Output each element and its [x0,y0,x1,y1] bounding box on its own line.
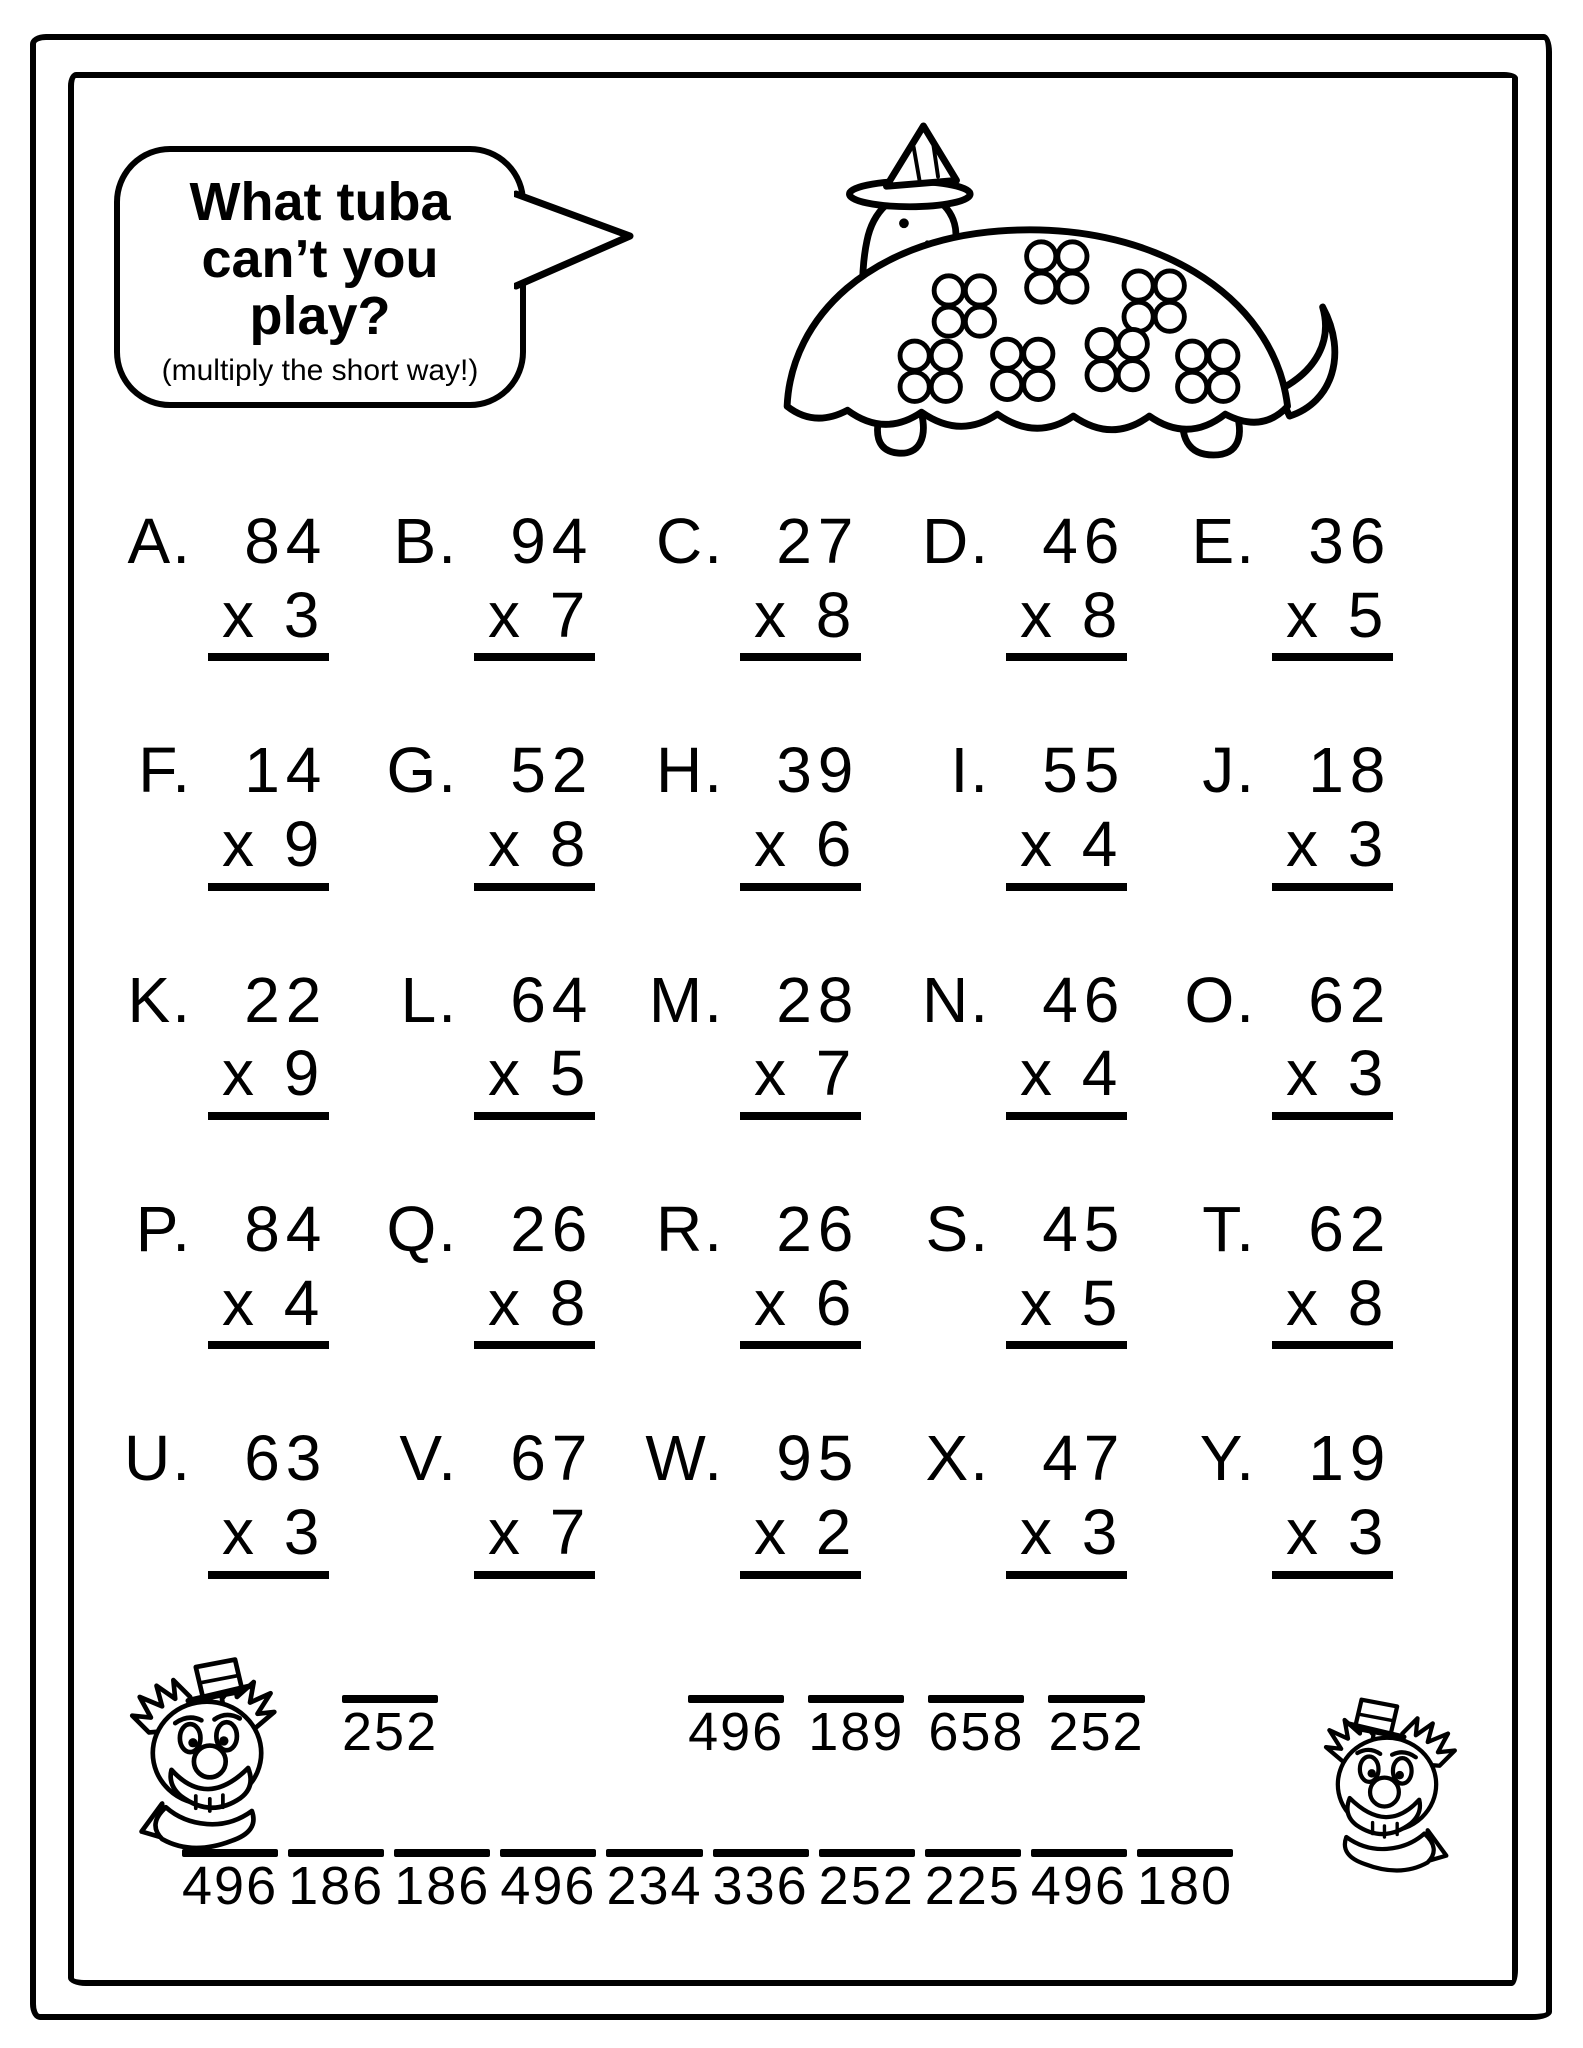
problem [372,506,638,661]
problems-grid [106,506,1436,1579]
multiplicand: 26 [776,1193,860,1266]
problem [638,735,904,890]
problem-numbers [740,1194,861,1349]
multiplicand: 19 [1308,1422,1392,1495]
multiplier-underlined: x 9 [208,809,329,891]
problem-numbers [208,506,329,661]
answer-blank [394,1849,491,1916]
problem-numbers [1272,965,1393,1120]
multiplicand: 62 [1308,1193,1392,1266]
multiplicand: 95 [776,1422,860,1495]
answer-blank [924,1849,1021,1916]
multiplier-underlined: x 3 [1272,1038,1393,1120]
clown-icon [1302,1681,1472,1881]
problem-numbers [208,735,329,890]
problem-label: J. [1202,734,1256,807]
problem-label: V. [399,1422,458,1495]
multiplicand: 18 [1308,734,1392,807]
problem-numbers [208,965,329,1120]
multiplier-underlined: x 7 [474,580,595,662]
riddle-title-line2: can’t you play? [201,229,439,347]
problem [106,1194,372,1349]
answer-blank [688,1695,785,1762]
problem-numbers [474,1194,595,1349]
problem [1170,506,1436,661]
problem [904,1423,1170,1578]
answer-number: 225 [924,1855,1021,1916]
problem [372,735,638,890]
answer-section [98,1637,1488,1967]
problem-numbers [474,965,595,1120]
problem-label: B. [393,505,458,577]
problem [1170,735,1436,890]
multiplier-underlined: x 9 [208,1038,329,1120]
answer-number: 186 [394,1855,491,1916]
problem-label: W. [645,1422,724,1495]
turtle-icon [643,114,1383,469]
answer-number: 180 [1136,1855,1234,1916]
multiplier-underlined: x 8 [474,1268,595,1350]
answer-number: 496 [500,1855,597,1916]
answer-number: 252 [1048,1701,1145,1762]
problem-label: H. [656,734,724,807]
problem [106,506,372,661]
problem [1170,965,1436,1120]
multiplier-underlined: x 6 [740,1268,861,1350]
multiplier-underlined: x 7 [474,1497,595,1579]
answer-number: 189 [808,1701,905,1762]
problem-numbers [1006,965,1127,1120]
problem [638,1423,904,1578]
multiplier-underlined: x 8 [474,809,595,891]
problem [904,1194,1170,1349]
multiplicand: 36 [1308,505,1392,577]
multiplier-underlined: x 5 [1272,580,1393,662]
answer-blank [342,1695,439,1762]
problem-label: K. [127,963,192,1036]
answer-number: 496 [1030,1855,1127,1916]
multiplier-underlined: x 4 [208,1268,329,1350]
problem [106,735,372,890]
multiplier-underlined: x 8 [740,580,861,662]
problem-label: E. [1191,505,1256,577]
problem-label: F. [138,734,192,807]
answer-blank [1048,1695,1145,1762]
problem-numbers [740,506,861,661]
problem-label: O. [1184,963,1256,1036]
problem-label: N. [922,963,990,1036]
problem [638,1194,904,1349]
multiplier-underlined: x 8 [1006,580,1127,662]
problem-numbers [208,1194,329,1349]
multiplier-underlined: x 8 [1272,1268,1393,1350]
answer-blank [808,1695,905,1762]
problem [904,965,1170,1120]
problem-label: R. [656,1193,724,1266]
multiplicand: 67 [510,1422,594,1495]
problem-numbers [1272,1194,1393,1349]
multiplier-underlined: x 3 [208,580,329,662]
multiplier-underlined: x 4 [1006,1038,1127,1120]
problem-label: T. [1202,1193,1256,1266]
multiplier-underlined: x 4 [1006,809,1127,891]
problem [372,1194,638,1349]
problem-numbers [208,1423,329,1578]
multiplier-underlined: x 3 [208,1497,329,1579]
multiplicand: 45 [1042,1193,1126,1266]
problem [904,735,1170,890]
riddle-box [114,146,526,408]
problem-label: Q. [386,1193,458,1266]
problem [372,1423,638,1578]
answer-blank [1136,1849,1234,1916]
answer-blank [500,1849,597,1916]
answer-number: 336 [712,1855,809,1916]
problem-label: X. [925,1422,990,1495]
riddle-title-line1: What tuba [189,172,451,232]
multiplicand: 46 [1042,505,1126,577]
problem-numbers [1006,735,1127,890]
speech-bubble [114,146,526,408]
multiplicand: 28 [776,963,860,1036]
answer-number: 186 [288,1855,385,1916]
answer-row-1 [342,1695,1145,1762]
multiplier-underlined: x 2 [740,1497,861,1579]
problem-label: M. [648,963,724,1036]
multiplicand: 14 [244,734,328,807]
answer-number: 252 [342,1701,439,1762]
answer-blank [1030,1849,1127,1916]
problem-numbers [474,506,595,661]
answer-blank [182,1849,279,1916]
multiplier-underlined: x 6 [740,809,861,891]
problem [1170,1423,1436,1578]
multiplicand: 94 [510,505,594,577]
problem [638,506,904,661]
problem-label: Y. [1199,1422,1256,1495]
problem-label: S. [925,1193,990,1266]
answer-number: 252 [818,1855,915,1916]
answer-word [688,1695,1145,1762]
multiplier-underlined: x 3 [1272,1497,1393,1579]
multiplicand: 52 [510,734,594,807]
problem-numbers [740,1423,861,1578]
problem-label: G. [386,734,458,807]
answer-number: 234 [606,1855,703,1916]
problem [106,965,372,1120]
answer-blank [712,1849,809,1916]
multiplier-underlined: x 5 [474,1038,595,1120]
problem-label: D. [922,505,990,577]
problem-numbers [1006,1423,1127,1578]
answer-blank [818,1849,915,1916]
worksheet-outer-border [30,34,1552,2020]
problem-numbers [1272,735,1393,890]
multiplier-underlined: x 5 [1006,1268,1127,1350]
multiplier-underlined: x 7 [740,1038,861,1120]
problem-numbers [740,965,861,1120]
multiplicand: 46 [1042,963,1126,1036]
problem-numbers [474,735,595,890]
multiplier-underlined: x 3 [1006,1497,1127,1579]
answer-blank [606,1849,703,1916]
problem-numbers [1006,1194,1127,1349]
problem-label: I. [950,734,990,807]
multiplicand: 47 [1042,1422,1126,1495]
answer-word [342,1695,439,1762]
answer-number: 658 [928,1701,1025,1762]
multiplicand: 55 [1042,734,1126,807]
problem-numbers [1006,506,1127,661]
answer-number: 496 [182,1855,279,1916]
multiplicand: 27 [776,505,860,577]
problem [1170,1194,1436,1349]
problem-label: A. [127,505,192,577]
problem-numbers [474,1423,595,1578]
answer-row-2 [182,1849,1234,1916]
multiplicand: 84 [244,505,328,577]
problem-numbers [1272,1423,1393,1578]
problem [106,1423,372,1578]
problem [372,965,638,1120]
problem-numbers [1272,506,1393,661]
speech-bubble-pointer [514,188,634,292]
multiplicand: 22 [244,963,328,1036]
problem-numbers [740,735,861,890]
multiplicand: 62 [1308,963,1392,1036]
problem-label: U. [124,1422,192,1495]
answer-number: 496 [688,1701,785,1762]
problem-label: P. [135,1193,192,1266]
answer-blank [288,1849,385,1916]
riddle-instruction: (multiply the short way!) [161,353,479,387]
worksheet-inner-border [68,72,1518,1986]
problem [904,506,1170,661]
problem [638,965,904,1120]
clown-icon [112,1639,302,1859]
multiplier-underlined: x 3 [1272,809,1393,891]
multiplicand: 63 [244,1422,328,1495]
worksheet-header [98,106,1488,458]
problem-label: L. [400,963,458,1036]
multiplicand: 39 [776,734,860,807]
problem-label: C. [656,505,724,577]
answer-blank [928,1695,1025,1762]
multiplicand: 84 [244,1193,328,1266]
multiplicand: 26 [510,1193,594,1266]
multiplicand: 64 [510,963,594,1036]
